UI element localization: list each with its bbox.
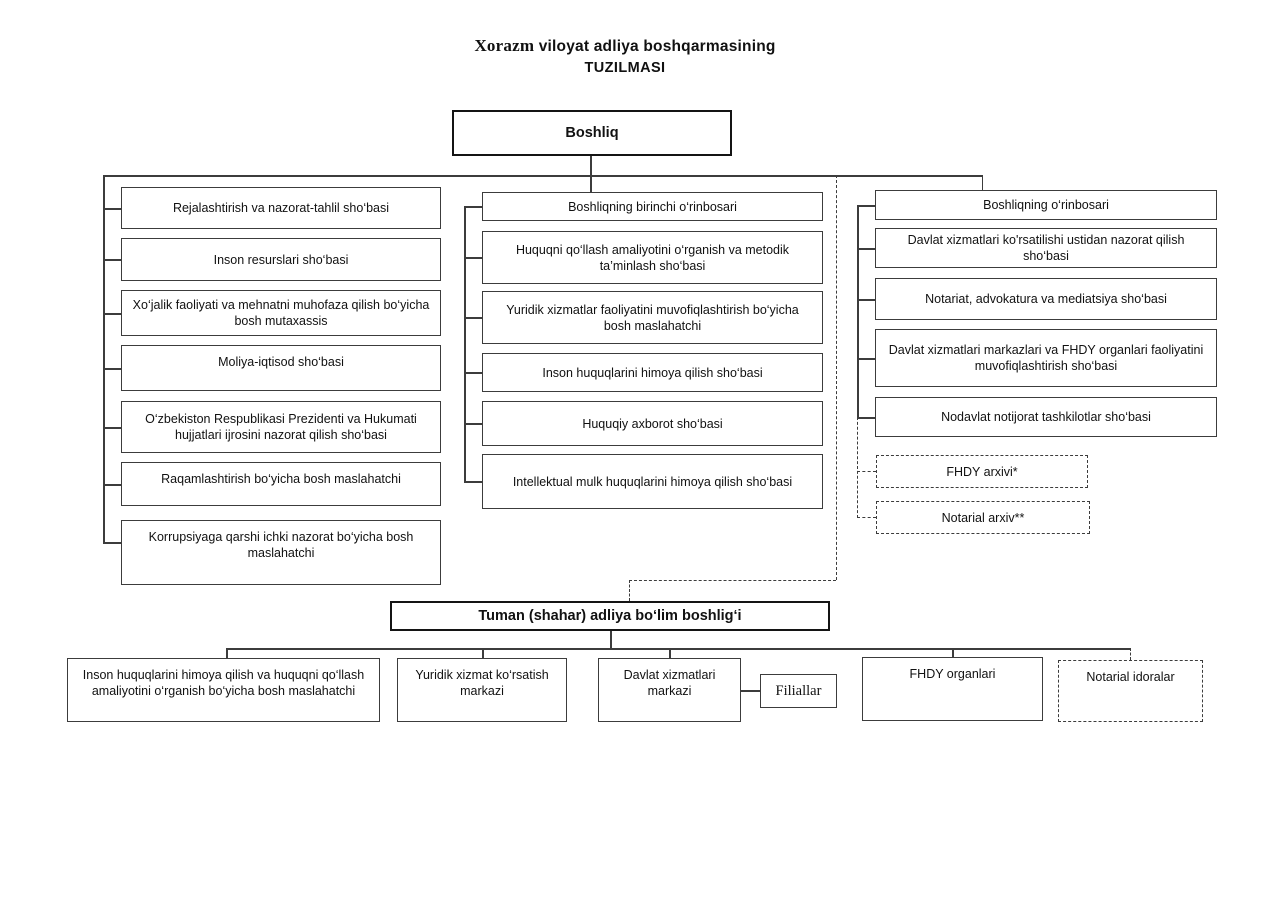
node-label: Intellektual mulk huquqlarini himoya qilish sho‘basi (512, 474, 793, 489)
connector-dashed (857, 471, 876, 472)
connector (464, 423, 482, 425)
node-intellektual-mulk (482, 454, 823, 509)
node-yuridik-xizmat-markazi (397, 658, 567, 722)
node-label: Yuridik xizmatlar faoliyatini muvofiqlashtirish bo‘yicha bosh maslahatchi (506, 302, 799, 333)
node-fhdy-arxivi (876, 455, 1088, 488)
connector (741, 690, 760, 692)
connector (464, 317, 482, 319)
connector (464, 372, 482, 374)
org-name: Xorazm (474, 36, 535, 55)
connector (857, 299, 875, 301)
connector-dashed (857, 417, 858, 518)
node-label: O‘zbekiston Respublikasi Prezidenti va Hukumati hujjatlari ijrosini nazorat qilish sho‘basi (145, 412, 417, 442)
connector (590, 175, 592, 192)
node-inson-resurslari (121, 238, 441, 281)
node-fhdy-organlari (862, 657, 1043, 721)
connector-dashed (629, 580, 630, 601)
connector (464, 257, 482, 259)
org-name-rest: viloyat adliya boshqarmasining (534, 38, 776, 55)
node-label: Boshliqning birinchi o‘rinbosari (568, 199, 737, 214)
node-label: Filiallar (775, 682, 822, 699)
connector (857, 205, 875, 207)
chart-title-line1 (350, 36, 900, 56)
connector (103, 484, 121, 486)
connector (103, 208, 121, 210)
node-birinchi-orinbosar (482, 192, 823, 221)
connector (464, 481, 482, 483)
node-label: Notarial idoralar (1086, 670, 1175, 684)
connector (464, 206, 466, 482)
connector (857, 248, 875, 250)
connector (982, 175, 984, 190)
connector-dashed (1130, 648, 1131, 660)
node-rejalashtirish (121, 187, 441, 229)
connector (103, 259, 121, 261)
node-orinbosar (875, 190, 1217, 220)
connector (103, 542, 121, 544)
node-label: Inson huquqlarini himoya qilish va huquqni qo‘llash amaliyotini o‘rganish bo‘yicha bosh maslahatchi (82, 668, 365, 698)
node-huquqiy-axborot (482, 401, 823, 446)
connector-dashed (629, 580, 836, 581)
connector (857, 417, 875, 419)
node-korrupsiya (121, 520, 441, 585)
node-label: Huquqni qo‘llash amaliyotini o‘rganish va metodik ta’minlash sho‘basi (515, 242, 790, 273)
node-label: Nodavlat notijorat tashkilotlar sho‘basi (941, 410, 1151, 424)
node-inson-huquqlari (482, 353, 823, 392)
connector (103, 175, 983, 177)
node-label: Raqamlashtirish bo‘yicha bosh maslahatchi (161, 472, 401, 486)
node-notarial-arxiv (876, 501, 1090, 534)
node-moliya-iqtisod (121, 345, 441, 391)
node-label: FHDY organlari (909, 667, 996, 681)
node-label: Inson resurslari sho‘basi (213, 252, 349, 267)
connector (590, 156, 592, 175)
connector (103, 427, 121, 429)
node-label: Xo‘jalik faoliyati va mehnatni muhofaza qilish bo‘yicha bosh mutaxassis (132, 298, 430, 328)
node-label: Moliya-iqtisod sho‘basi (218, 355, 344, 369)
node-yuridik-xizmatlar (482, 291, 823, 344)
node-notarial-idoralar (1058, 660, 1203, 722)
node-label: Notariat, advokatura va mediatsiya sho‘basi (925, 292, 1167, 306)
node-dxm-fhdy (875, 329, 1217, 387)
node-label: Tuman (shahar) adliya bo‘lim boshlig‘i (478, 607, 742, 624)
node-label: Inson huquqlarini himoya qilish sho‘basi (542, 365, 763, 380)
connector (610, 631, 612, 648)
node-label: Davlat xizmatlari markazi (623, 668, 716, 698)
connector-dashed (857, 517, 876, 518)
node-label: Davlat xizmatlari ko'rsatilishi ustidan nazorat qilish sho‘basi (907, 233, 1185, 263)
node-davlat-xizmatlari-markazi (598, 658, 741, 722)
node-davlat-xizmatlari-nazorat (875, 228, 1217, 268)
node-notariat-advokatura (875, 278, 1217, 320)
node-filiallar (760, 674, 837, 708)
node-label: Boshliqning o‘rinbosari (983, 198, 1109, 212)
node-boshliq-label: Boshliq (565, 124, 619, 141)
connector (103, 175, 105, 542)
connector (226, 648, 1130, 650)
connector (103, 313, 121, 315)
connector (857, 205, 859, 417)
node-prezident-hujjatlari (121, 401, 441, 453)
node-nodavlat-tashkilotlar (875, 397, 1217, 437)
node-xojalik-faoliyati (121, 290, 441, 336)
node-label: Yuridik xizmat ko‘rsatish markazi (415, 668, 549, 698)
connector (857, 358, 875, 360)
node-raqamlashtirish (121, 462, 441, 506)
connector (103, 368, 121, 370)
node-label: Rejalashtirish va nazorat-tahlil sho‘basi (172, 201, 390, 215)
chart-title (350, 36, 900, 76)
node-label: Korrupsiyaga qarshi ichki nazorat bo‘yicha bosh maslahatchi (148, 530, 414, 560)
node-label: Davlat xizmatlari markazlari va FHDY organlari faoliyatini muvofiqlashtirish sho‘basi (888, 343, 1204, 373)
node-label: Huquqiy axborot sho‘basi (582, 416, 723, 431)
node-tuman-boshligi (390, 601, 830, 631)
connector (464, 206, 482, 208)
connector-dashed (836, 175, 837, 580)
node-bosh-maslahatchi (67, 658, 380, 722)
node-huquqni-qollash (482, 231, 823, 284)
node-label: Notarial arxiv** (941, 510, 1025, 525)
chart-subtitle: TUZILMASI (584, 60, 666, 76)
node-label: FHDY arxivi* (946, 464, 1018, 479)
node-boshliq (452, 110, 732, 156)
